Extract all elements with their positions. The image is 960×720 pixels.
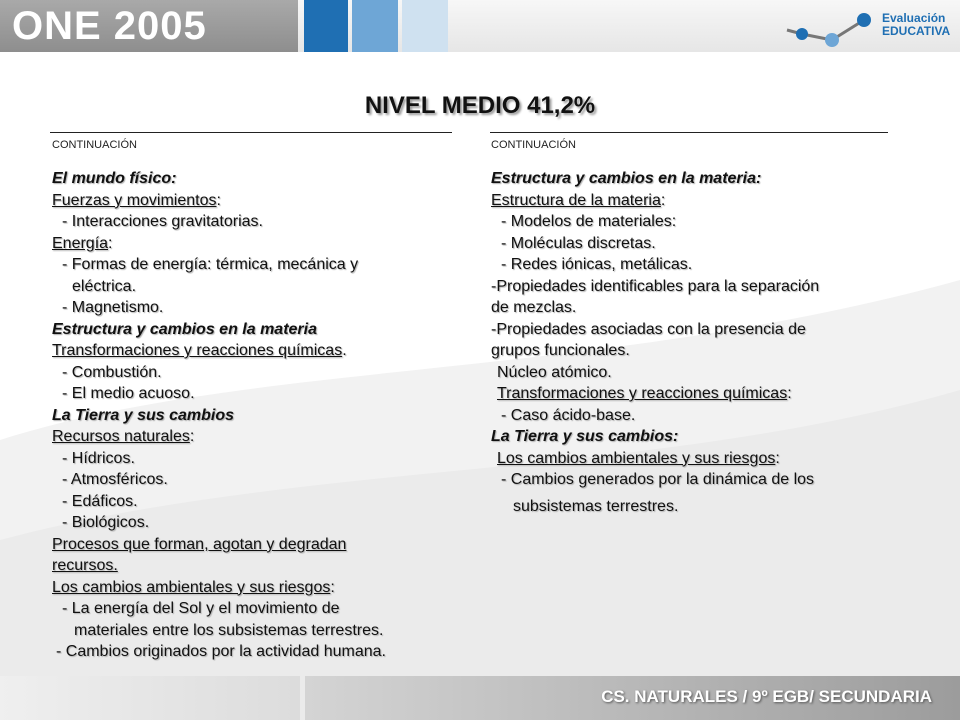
subheading: Fuerzas y movimientos: [52, 191, 217, 209]
subheading-line: [52, 190, 452, 212]
list-item-continued: materiales entre los subsistemas terrestres.: [74, 621, 384, 639]
list-item: - Combustión.: [62, 363, 162, 381]
heading: La Tierra y sus cambios:: [491, 428, 679, 445]
subheading-line: [491, 448, 911, 470]
subheading: Los cambios ambientales y sus riesgos: [52, 578, 331, 596]
page-title: NIVEL MEDIO 41,2%: [364, 92, 596, 119]
decor-block-light: [402, 0, 448, 52]
heading: Estructura y cambios en la materia: [52, 320, 317, 338]
footer-left-band: [0, 676, 300, 720]
list-item: - La energía del Sol y el movimiento de: [62, 600, 340, 617]
footer-subject-label: CS. NATURALES / 9º EGB/ SECUNDARIA: [601, 687, 932, 706]
header-bar: [0, 0, 960, 52]
decor-block-mid: [352, 0, 398, 52]
subheading: Energía: [52, 234, 109, 252]
left-divider: [50, 132, 452, 133]
heading: La Tierra y sus cambios: [52, 406, 235, 424]
list-item: - Atmosféricos.: [62, 471, 168, 488]
list-item: - Moléculas discretas.: [501, 234, 656, 252]
subheading: Los cambios ambientales y sus riesgos: [497, 449, 776, 467]
subheading-continued: recursos.: [52, 557, 118, 574]
list-item: -Propiedades identificables para la separación: [491, 277, 820, 295]
list-item-continued: subsistemas terrestres.: [513, 497, 679, 515]
colon: :: [108, 234, 113, 252]
decor-block-dark: [304, 0, 348, 52]
heading: El mundo físico:: [52, 170, 177, 187]
list-item: - Cambios originados por la actividad humana.: [56, 643, 386, 660]
subheading-line: [52, 577, 452, 599]
list-item: - Edáficos.: [62, 492, 138, 510]
molecule-icon: [782, 4, 882, 50]
subheading-line: [52, 426, 452, 448]
heading: Estructura y cambios en la materia:: [491, 170, 762, 187]
colon: :: [775, 449, 780, 467]
list-item: - Caso ácido-base.: [501, 406, 636, 424]
list-item: - Biológicos.: [62, 514, 150, 531]
subheading: Procesos que forman, agotan y degradan: [52, 535, 347, 553]
subheading: Transformaciones y reacciones químicas: [52, 342, 343, 359]
logo-block: [0, 0, 298, 52]
period: .: [342, 342, 347, 359]
list-item: - El medio acuoso.: [62, 385, 195, 402]
subheading-line: [491, 190, 911, 212]
list-item: - Hídricos.: [62, 449, 135, 467]
list-item: -Propiedades asociadas con la presencia de: [491, 320, 806, 338]
left-column: [52, 168, 452, 663]
colon: :: [216, 191, 221, 209]
list-item-continued: de mezclas.: [491, 299, 577, 316]
subheading-line: [52, 340, 452, 362]
right-divider: [490, 132, 888, 133]
right-continuation-label: CONTINUACIÓN: [491, 139, 576, 151]
list-item: Núcleo atómico.: [497, 363, 612, 381]
colon: :: [660, 191, 666, 209]
subheading: Transformaciones y reacciones químicas: [497, 385, 788, 402]
colon: :: [787, 385, 792, 402]
list-item: - Formas de energía: térmica, mecánica y: [62, 256, 359, 273]
footer-bar: [305, 676, 960, 720]
left-continuation-label: CONTINUACIÓN: [52, 139, 137, 151]
right-column: [491, 168, 911, 517]
subheading-line: [491, 383, 911, 405]
list-item: - Modelos de materiales:: [501, 213, 677, 230]
brand-line-2: EDUCATIVA: [882, 24, 951, 38]
list-item: - Redes iónicas, metálicas.: [501, 256, 693, 273]
subheading: Estructura de la materia: [491, 191, 661, 209]
subheading: Recursos naturales: [52, 428, 190, 445]
subheading-line: [52, 233, 452, 255]
evaluacion-educativa-logo: [782, 4, 952, 50]
one-2005-logo: ONE 2005: [12, 4, 207, 48]
brand-line-1: Evaluación: [882, 11, 946, 25]
colon: :: [189, 428, 195, 445]
list-item: - Interacciones gravitatorias.: [62, 213, 263, 230]
list-item-continued: eléctrica.: [72, 277, 137, 295]
list-item: - Magnetismo.: [62, 299, 164, 316]
list-item: - Cambios generados por la dinámica de los: [501, 471, 815, 488]
colon: :: [330, 578, 335, 596]
list-item-continued: grupos funcionales.: [491, 342, 630, 359]
